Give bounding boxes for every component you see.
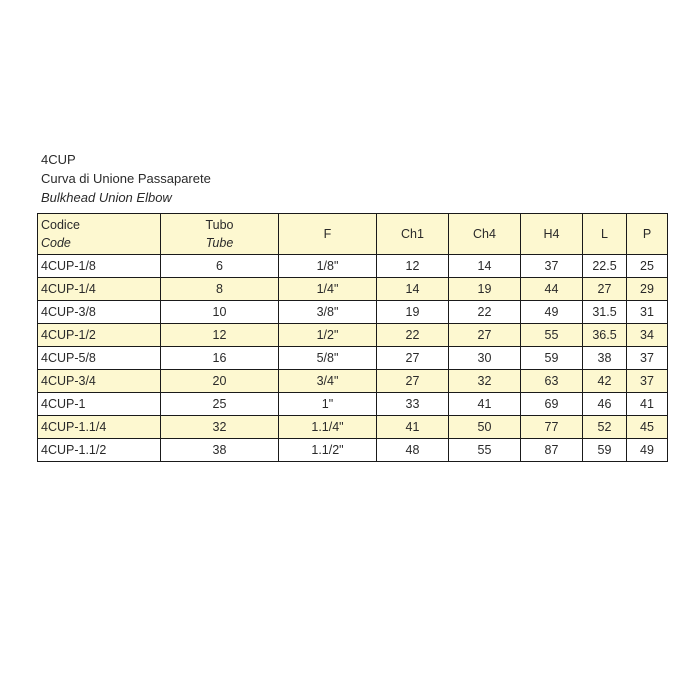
- cell-ch4: 19: [449, 278, 521, 301]
- cell-l: 27: [583, 278, 627, 301]
- table-header-row: [38, 214, 668, 255]
- cell-l: 59: [583, 439, 627, 462]
- cell-code: 4CUP-3/4: [38, 370, 161, 393]
- cell-ch4: 32: [449, 370, 521, 393]
- cell-f: 1/2": [279, 324, 377, 347]
- table-row: [38, 301, 668, 324]
- cell-l: 36.5: [583, 324, 627, 347]
- cell-code: 4CUP-1: [38, 393, 161, 416]
- cell-h4: 87: [521, 439, 583, 462]
- cell-f: 3/8": [279, 301, 377, 324]
- cell-ch4: 50: [449, 416, 521, 439]
- cell-p: 37: [627, 370, 668, 393]
- table-row: [38, 393, 668, 416]
- table-row: [38, 347, 668, 370]
- cell-l: 42: [583, 370, 627, 393]
- cell-h4: 49: [521, 301, 583, 324]
- cell-l: 31.5: [583, 301, 627, 324]
- column-header-line2: Tube: [205, 236, 234, 250]
- cell-l: 46: [583, 393, 627, 416]
- cell-f: 1.1/2": [279, 439, 377, 462]
- cell-l: 38: [583, 347, 627, 370]
- column-header-code: [38, 214, 161, 255]
- cell-p: 25: [627, 255, 668, 278]
- cell-code: 4CUP-1/4: [38, 278, 161, 301]
- cell-code: 4CUP-1/8: [38, 255, 161, 278]
- column-header-line1: Tubo: [205, 218, 234, 232]
- cell-tube: 12: [161, 324, 279, 347]
- cell-code: 4CUP-5/8: [38, 347, 161, 370]
- cell-f: 3/4": [279, 370, 377, 393]
- cell-h4: 63: [521, 370, 583, 393]
- table-row: [38, 439, 668, 462]
- cell-ch4: 14: [449, 255, 521, 278]
- cell-ch1: 27: [377, 347, 449, 370]
- cell-tube: 8: [161, 278, 279, 301]
- column-header-f: F: [279, 214, 377, 255]
- cell-f: 1/4": [279, 278, 377, 301]
- column-header-h4: H4: [521, 214, 583, 255]
- cell-f: 1/8": [279, 255, 377, 278]
- cell-ch4: 30: [449, 347, 521, 370]
- cell-p: 34: [627, 324, 668, 347]
- cell-ch4: 27: [449, 324, 521, 347]
- table-row: [38, 278, 668, 301]
- cell-tube: 38: [161, 439, 279, 462]
- cell-ch1: 12: [377, 255, 449, 278]
- column-header-ch1: Ch1: [377, 214, 449, 255]
- cell-ch1: 14: [377, 278, 449, 301]
- cell-p: 49: [627, 439, 668, 462]
- cell-code: 4CUP-1/2: [38, 324, 161, 347]
- cell-f: 5/8": [279, 347, 377, 370]
- cell-code: 4CUP-1.1/2: [38, 439, 161, 462]
- product-title-english: Bulkhead Union Elbow: [41, 190, 172, 205]
- cell-ch1: 19: [377, 301, 449, 324]
- cell-ch1: 33: [377, 393, 449, 416]
- cell-h4: 37: [521, 255, 583, 278]
- cell-ch4: 22: [449, 301, 521, 324]
- cell-tube: 25: [161, 393, 279, 416]
- cell-tube: 32: [161, 416, 279, 439]
- cell-tube: 6: [161, 255, 279, 278]
- cell-l: 52: [583, 416, 627, 439]
- cell-p: 41: [627, 393, 668, 416]
- table-body: [38, 255, 668, 462]
- table-row: [38, 370, 668, 393]
- cell-ch1: 48: [377, 439, 449, 462]
- product-heading: [41, 150, 211, 207]
- cell-code: 4CUP-3/8: [38, 301, 161, 324]
- cell-p: 45: [627, 416, 668, 439]
- cell-h4: 59: [521, 347, 583, 370]
- cell-h4: 69: [521, 393, 583, 416]
- table-row: [38, 324, 668, 347]
- table-row: [38, 416, 668, 439]
- cell-p: 29: [627, 278, 668, 301]
- dimensions-table: [37, 213, 668, 462]
- column-header-ch4: Ch4: [449, 214, 521, 255]
- cell-code: 4CUP-1.1/4: [38, 416, 161, 439]
- cell-ch4: 55: [449, 439, 521, 462]
- cell-p: 37: [627, 347, 668, 370]
- column-header-tube: [161, 214, 279, 255]
- product-code: 4CUP: [41, 152, 76, 167]
- cell-p: 31: [627, 301, 668, 324]
- product-title-italian: Curva di Unione Passaparete: [41, 171, 211, 186]
- cell-ch1: 27: [377, 370, 449, 393]
- column-header-p: P: [627, 214, 668, 255]
- cell-tube: 16: [161, 347, 279, 370]
- cell-h4: 77: [521, 416, 583, 439]
- cell-l: 22.5: [583, 255, 627, 278]
- cell-h4: 44: [521, 278, 583, 301]
- cell-h4: 55: [521, 324, 583, 347]
- column-header-l: L: [583, 214, 627, 255]
- cell-ch4: 41: [449, 393, 521, 416]
- cell-tube: 10: [161, 301, 279, 324]
- column-header-line1: Codice: [41, 218, 80, 232]
- cell-f: 1.1/4": [279, 416, 377, 439]
- table-row: [38, 255, 668, 278]
- cell-f: 1": [279, 393, 377, 416]
- cell-tube: 20: [161, 370, 279, 393]
- cell-ch1: 22: [377, 324, 449, 347]
- cell-ch1: 41: [377, 416, 449, 439]
- column-header-line2: Code: [41, 236, 71, 250]
